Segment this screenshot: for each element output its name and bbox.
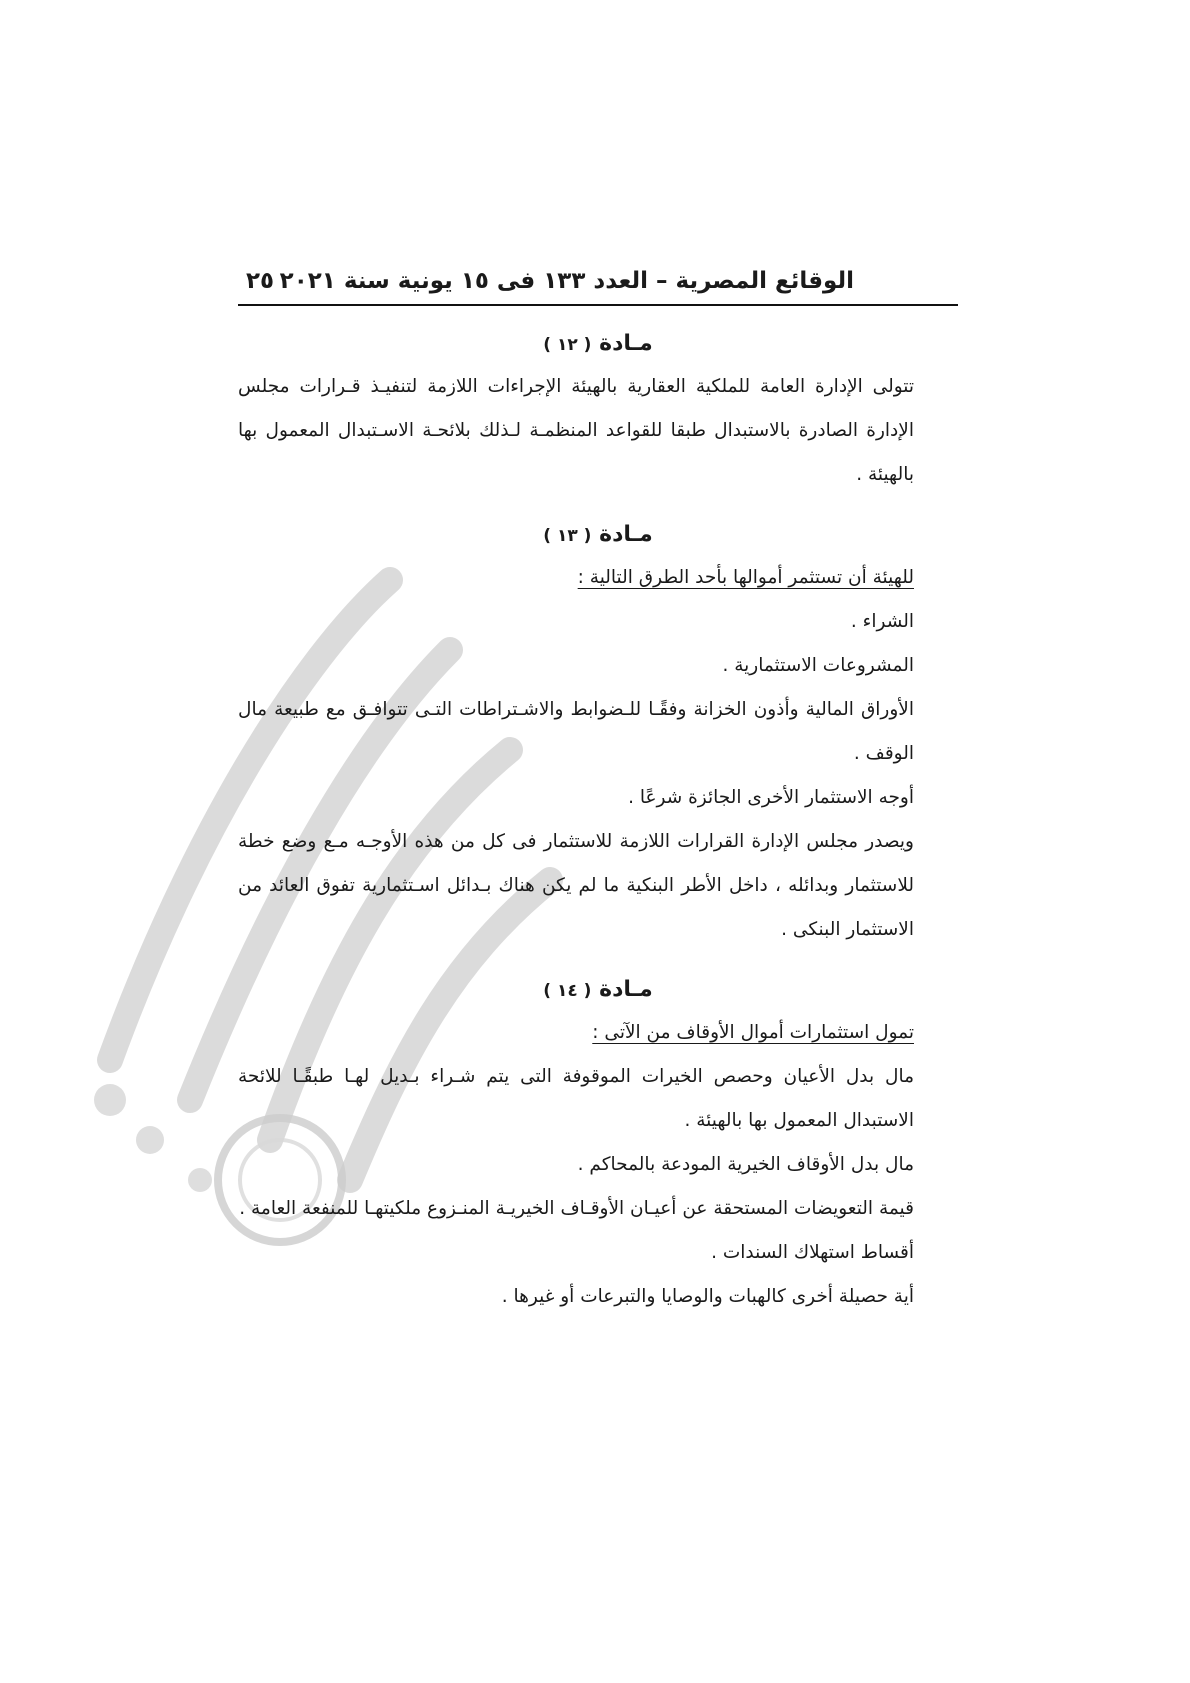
page-header: [238, 262, 958, 306]
heading-number: ( ١٣ ): [543, 526, 592, 546]
article-14-intro: تمول استثمارات أموال الأوقاف من الآتى :: [592, 1022, 914, 1043]
list-item: مال بدل الأوقاف الخيرية المودعة بالمحاكم .: [577, 1154, 914, 1175]
heading-number: ( ١٤ ): [543, 981, 592, 1001]
list-item: أية حصيلة أخرى كالهبات والوصايا والتبرعات أو غيرها .: [501, 1286, 914, 1307]
article-13-closing: ويصدر مجلس الإدارة القرارات اللازمة للاستثمار فى كل من هذه الأوجـه مـع وضع خطة للاستثمار وبدائله ، داخل الأطر البنكية ما لم يكن هناك بـدائل اسـتثمارية تفوق العائد من الاستثمار البنكى .: [238, 831, 914, 940]
heading-word: مـادة: [599, 977, 653, 1002]
article-13-intro: للهيئة أن تستثمر أموالها بأحد الطرق التالية :: [577, 567, 914, 588]
article-13-heading: [238, 515, 958, 556]
document-page: [238, 262, 958, 1319]
article-12-text: تتولى الإدارة العامة للملكية العقارية بالهيئة الإجراءات اللازمة لتنفيـذ قـرارات مجلس الإدارة الصادرة بالاستبدال طبقا للقواعد المنظمـة لـذلك بلائحـة الاسـتبدال المعمول بها بالهيئة .: [238, 376, 914, 485]
heading-number: ( ١٢ ): [543, 335, 592, 355]
list-item: قيمة التعويضات المستحقة عن أعيـان الأوقـاف الخيريـة المنـزوع ملكيتهـا للمنفعة العامة .: [239, 1198, 914, 1219]
article-14-heading: [238, 970, 958, 1011]
list-item: أوجه الاستثمار الأخرى الجائزة شرعًا .: [628, 787, 914, 808]
list-item: مال بدل الأعيان وحصص الخيرات الموقوفة التى يتم شـراء بـديل لهـا طبقًـا للائحة الاستبدال المعمول بها بالهيئة .: [238, 1066, 914, 1131]
gazette-title: الوقائع المصرية – العدد ١٣٣ فى ١٥ يونية سنة ٢٠٢١: [279, 268, 854, 294]
list-item: الشراء .: [850, 611, 914, 632]
list-item: المشروعات الاستثمارية .: [722, 655, 914, 676]
list-item: الأوراق المالية وأذون الخزانة وفقًـا للـضوابط والاشـتراطات التـى تتوافـق مع طبيعة مال الوقف .: [238, 699, 914, 764]
article-12-heading: [238, 324, 958, 365]
page-number: ٢٥: [246, 268, 275, 294]
list-item: أقساط استهلاك السندات .: [711, 1242, 914, 1263]
heading-word: مـادة: [599, 331, 653, 356]
heading-word: مـادة: [599, 522, 653, 547]
